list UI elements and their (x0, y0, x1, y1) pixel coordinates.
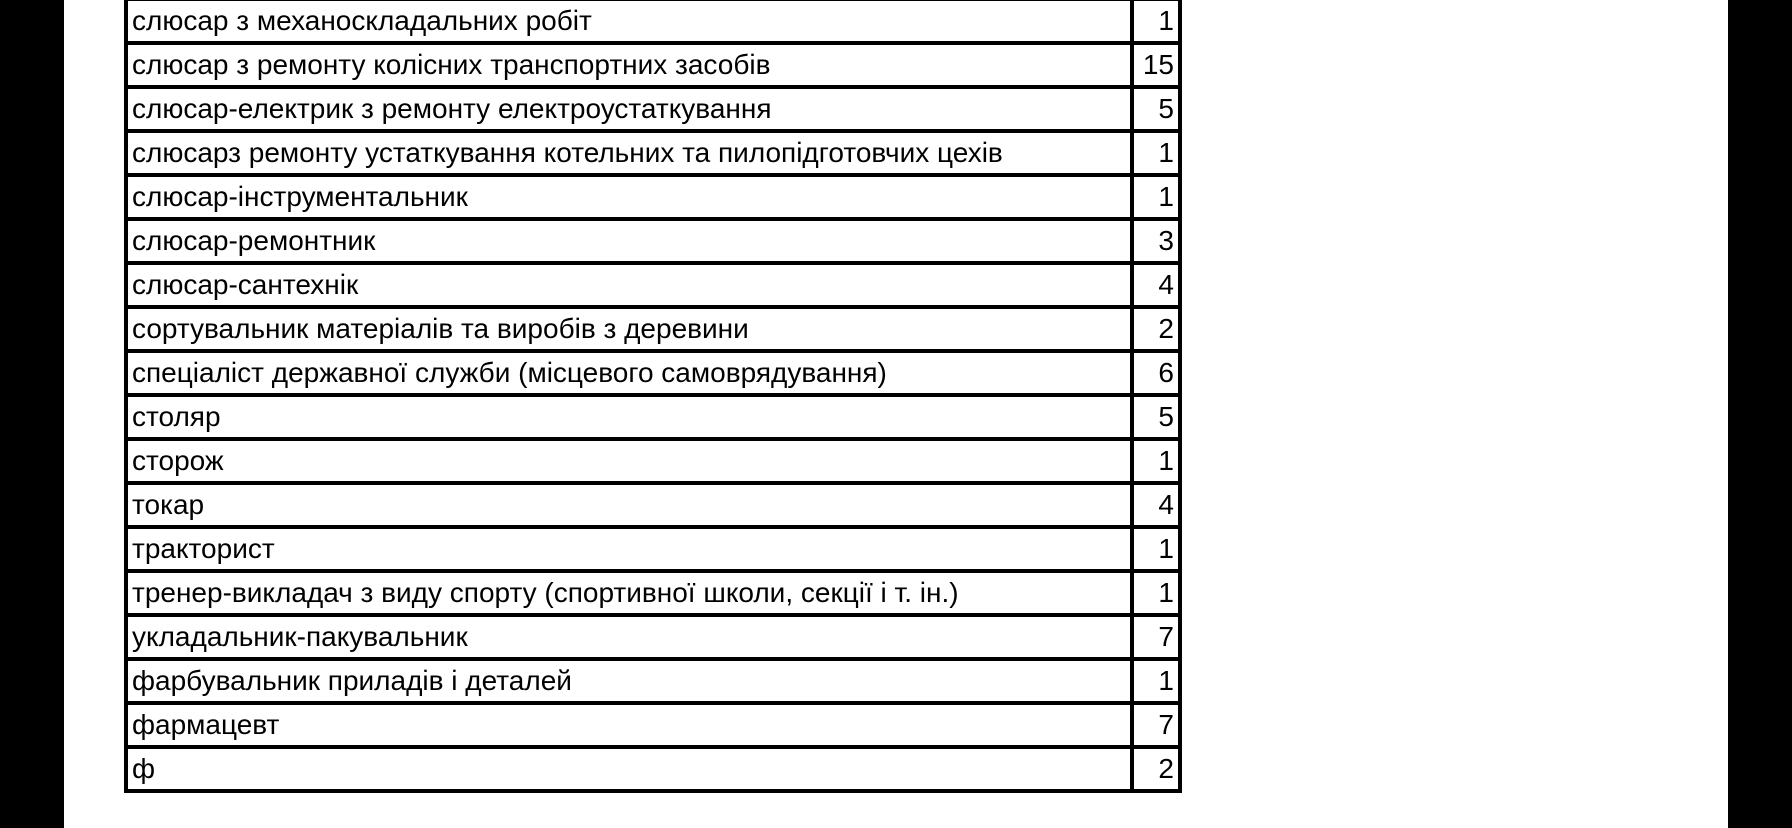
vacancy-count: 5 (1132, 87, 1180, 131)
table-row (126, 351, 1180, 395)
table-row (126, 395, 1180, 439)
occupation-name: фарбувальник приладів і деталей (126, 659, 1132, 703)
table-row (126, 439, 1180, 483)
table-row (126, 747, 1180, 791)
occupation-name: сортувальник матеріалів та виробів з деревини (126, 307, 1132, 351)
vacancy-count: 6 (1132, 351, 1180, 395)
occupation-name: слюсар з ремонту колісних транспортних засобів (126, 43, 1132, 87)
vacancy-count: 2 (1132, 747, 1180, 791)
occupation-name: спеціаліст державної служби (місцевого самоврядування) (126, 351, 1132, 395)
occupation-name: укладальник-пакувальник (126, 615, 1132, 659)
occupation-name: слюсар-електрик з ремонту електроустаткування (126, 87, 1132, 131)
table-row (126, 703, 1180, 747)
vacancy-count: 7 (1132, 703, 1180, 747)
vacancy-count: 1 (1132, 527, 1180, 571)
vacancy-count: 7 (1132, 615, 1180, 659)
vacancy-count: 4 (1132, 263, 1180, 307)
table-row (126, 43, 1180, 87)
occupations-table (124, 0, 1182, 793)
vacancy-count: 1 (1132, 659, 1180, 703)
vacancy-count: 1 (1132, 0, 1180, 43)
table-row (126, 0, 1180, 43)
occupation-name: слюсар-сантехнік (126, 263, 1132, 307)
occupation-name: слюсар-ремонтник (126, 219, 1132, 263)
occupation-name: сторож (126, 439, 1132, 483)
table-row (126, 527, 1180, 571)
vacancy-count: 5 (1132, 395, 1180, 439)
table-row (126, 219, 1180, 263)
table-row (126, 659, 1180, 703)
occupation-name: ф (126, 747, 1132, 791)
table-row (126, 571, 1180, 615)
occupation-name: столяр (126, 395, 1132, 439)
vacancy-count: 15 (1132, 43, 1180, 87)
table-row (126, 483, 1180, 527)
table-row (126, 615, 1180, 659)
vacancy-count: 4 (1132, 483, 1180, 527)
vacancy-count: 1 (1132, 175, 1180, 219)
occupation-name: слюсар з механоскладальних робіт (126, 0, 1132, 43)
table-row (126, 175, 1180, 219)
vacancy-count: 2 (1132, 307, 1180, 351)
document-page (64, 0, 1728, 828)
occupation-name: токар (126, 483, 1132, 527)
vacancy-count: 1 (1132, 131, 1180, 175)
occupation-name: фармацевт (126, 703, 1132, 747)
occupation-name: тракторист (126, 527, 1132, 571)
table-row (126, 263, 1180, 307)
table-row (126, 131, 1180, 175)
vacancy-count: 3 (1132, 219, 1180, 263)
table-row (126, 87, 1180, 131)
occupation-name: тренер-викладач з виду спорту (спортивної школи, секції і т. ін.) (126, 571, 1132, 615)
vacancy-count: 1 (1132, 439, 1180, 483)
occupation-name: слюсар-інструментальник (126, 175, 1132, 219)
occupation-name: слюсарз ремонту устаткування котельних та пилопідготовчих цехів (126, 131, 1132, 175)
table-row (126, 307, 1180, 351)
vacancy-count: 1 (1132, 571, 1180, 615)
